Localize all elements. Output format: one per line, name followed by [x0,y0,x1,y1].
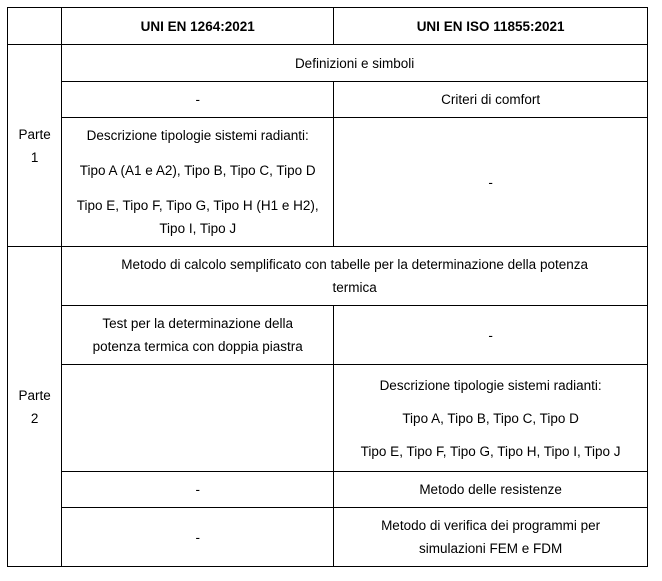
text-line: Tipo E, Tipo F, Tipo G, Tipo H, Tipo I, Tipo J [360,443,621,459]
comparison-table [7,7,648,567]
text-line: potenza termica con doppia piastra [92,339,303,354]
cell-p2r4-uni1264: - [62,472,334,508]
cell-p2r3-iso11855 [334,365,648,472]
text-line: Tipo I, Tipo J [159,221,237,236]
cell-p1r3-uni1264 [62,118,334,247]
table-row [8,118,648,247]
text-line: Metodo di verifica dei programmi per [381,518,601,533]
table-row [8,45,648,82]
table-row [8,306,648,365]
table-row [8,365,648,472]
text-line: Metodo di calcolo semplificato con tabelle per la determinazione della potenza [121,257,588,272]
table-row [8,247,648,306]
cell-p1r2-uni1264: - [62,82,334,118]
text-line: Test per la determinazione della [102,316,294,331]
cell-p1r3-iso11855: - [334,118,648,247]
text-line: Tipo A (A1 e A2), Tipo B, Tipo C, Tipo D [79,163,316,178]
cell-p2r3-uni1264 [62,365,334,472]
text-line: Tipo A, Tipo B, Tipo C, Tipo D [402,410,579,426]
text-line: Descrizione tipologie sistemi radianti: [86,128,309,143]
cell-p1r2-iso11855: Criteri di comfort [334,82,648,118]
text-line: Tipo E, Tipo F, Tipo G, Tipo H (H1 e H2), [76,198,319,213]
text-line: Descrizione tipologie sistemi radianti: [379,377,602,393]
header-uni-en-iso-11855: UNI EN ISO 11855:2021 [334,8,648,45]
table-row [8,472,648,508]
metodo-semplificato-cell [62,247,648,306]
table-row [8,82,648,118]
cell-p2r5-uni1264: - [62,508,334,567]
cell-p2r5-iso11855 [334,508,648,567]
header-empty-cell [8,8,62,45]
parte-1-label: Parte 1 [8,45,62,247]
definizioni-cell: Definizioni e simboli [62,45,648,82]
text-line: termica [332,280,377,295]
cell-p2r2-iso11855: - [334,306,648,365]
header-row [8,8,648,45]
cell-p2r4-iso11855: Metodo delle resistenze [334,472,648,508]
text-line: simulazioni FEM e FDM [418,541,563,556]
header-uni-en-1264: UNI EN 1264:2021 [62,8,334,45]
parte-2-label: Parte 2 [8,247,62,567]
table-row [8,508,648,567]
cell-p2r2-uni1264 [62,306,334,365]
